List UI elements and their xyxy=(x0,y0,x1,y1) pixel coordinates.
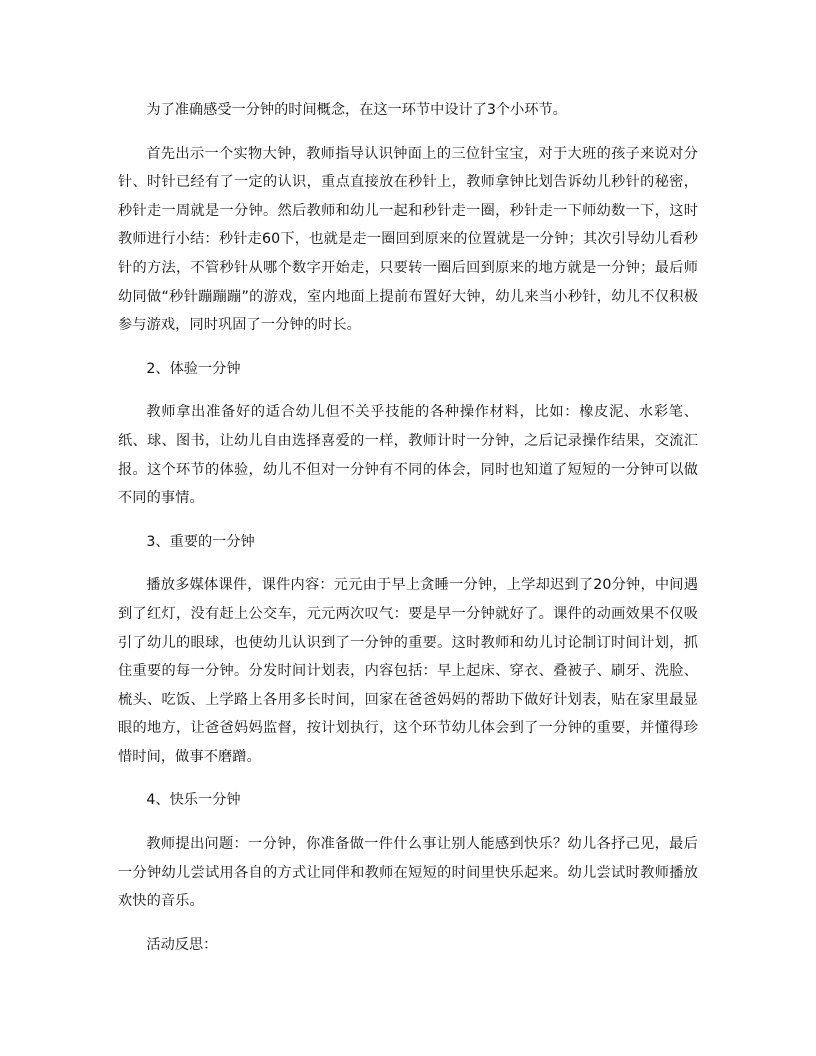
document-body xyxy=(118,96,698,959)
important-minute-paragraph: 播放多媒体课件，课件内容：元元由于早上贪睡一分钟，上学却迟到了20分钟，中间遇到了红灯，没有赶上公交车，元元两次叹气：要是早一分钟就好了。课件的动画效果不仅吸引了幼儿的眼球，也使幼儿认识到了一分钟的重要。这时教师和幼儿讨论制订时间计划，抓住重要的每一分钟。分发时间计划表，内容包括：早上起床、穿衣、叠被子、刷牙、洗脸、梳头、吃饭、上学路上各用多长时间，回家在爸爸妈妈的帮助下做好计划表，贴在家里最显眼的地方，让爸爸妈妈监督，按计划执行，这个环节幼儿体会到了一分钟的重要，并懂得珍惜时间，做事不磨蹭。 xyxy=(118,577,698,765)
intro-paragraph: 为了准确感受一分钟的时间概念，在这一环节中设计了3个小环节。 xyxy=(146,102,567,118)
section-heading-happy-minute: 4、快乐一分钟 xyxy=(146,792,241,809)
clock-activity-paragraph: 首先出示一个实物大钟，教师指导认识钟面上的三位针宝宝，对于大班的孩子来说对分针、时针已经有了一定的认识，重点直接放在秒针上，教师拿钟比划告诉幼儿秒针的秘密，秒针走一周就是一分钟。然后教师和幼儿一起和秒针走一圈，秒针走一下师幼数一下，这时教师进行小结：秒针走60下，也就是走一圈回到原来的位置就是一分钟；其次引导幼儿看秒针的方法，不管秒针从哪个数字开始走，只要转一圈后回到原来的地方就是一分钟；最后师幼同做“秒针蹦蹦蹦”的游戏，室内地面上提前布置好大钟，幼儿来当小秒针，幼儿不仅积极参与游戏，同时巩固了一分钟的时长。 xyxy=(118,145,698,334)
happy-minute-paragraph: 教师提出问题：一分钟，你准备做一件什么事让别人能感到快乐？幼儿各抒己见，最后一分钟幼儿尝试用各自的方式让同伴和教师在短短的时间里快乐起来。幼儿尝试时教师播放欢快的音乐。 xyxy=(118,836,698,910)
reflection-heading: 活动反思： xyxy=(146,936,218,953)
experience-paragraph: 教师拿出准备好的适合幼儿但不关乎技能的各种操作材料，比如：橡皮泥、水彩笔、纸、球、图书，让幼儿自由选择喜爱的一样，教师计时一分钟，之后记录操作结果，交流汇报。这个环节的体验，幼儿不但对一分钟有不同的体会，同时也知道了短短的一分钟可以做不同的事情。 xyxy=(118,404,698,507)
section-heading-important-minute: 3、重要的一分钟 xyxy=(146,533,255,550)
section-heading-experience: 2、体验一分钟 xyxy=(146,360,241,377)
